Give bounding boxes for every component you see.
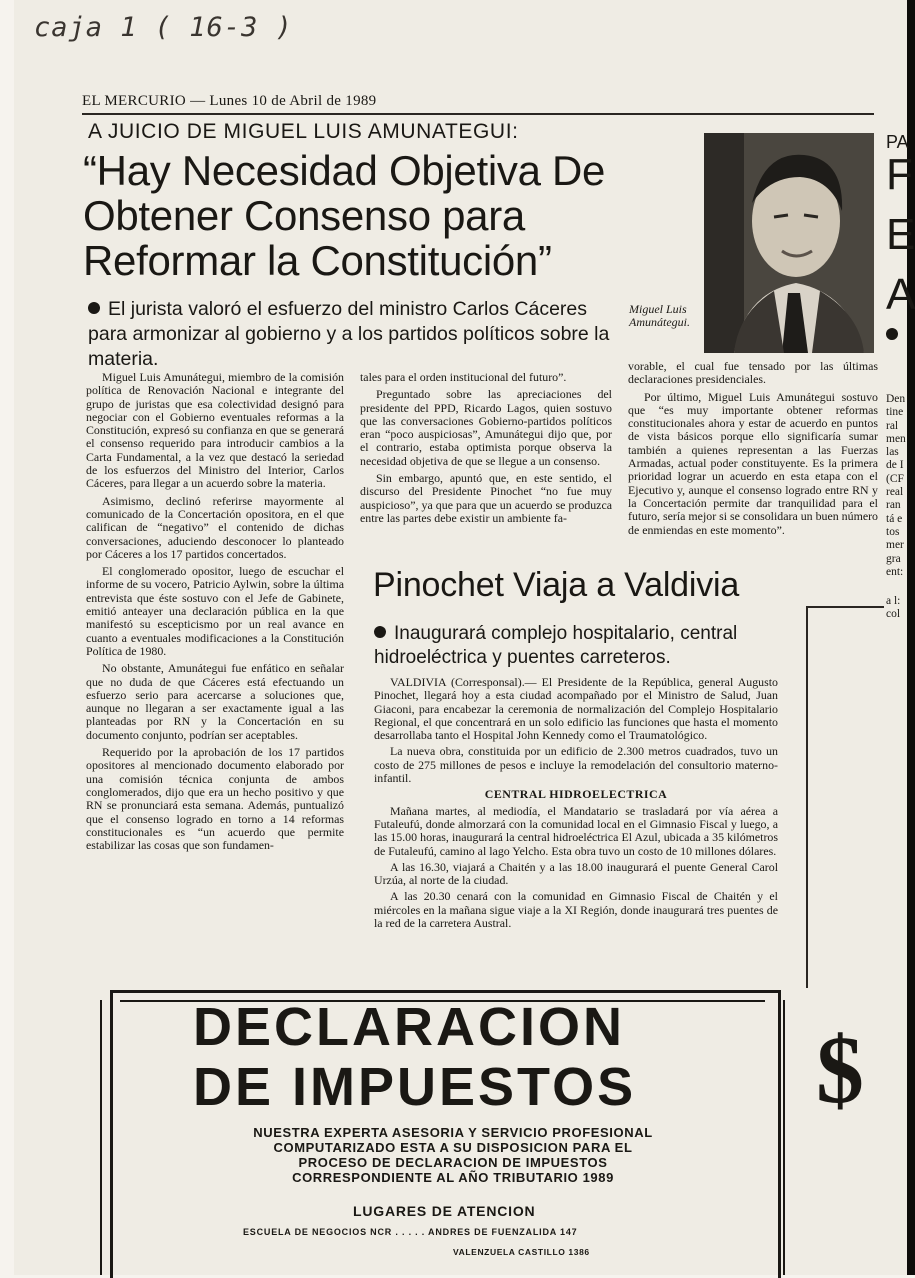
publication-date: — Lunes 10 de Abril de 1989 [190, 93, 377, 109]
adjacent-box-border [806, 606, 884, 988]
adjacent-headline-letter: A [886, 270, 915, 319]
paragraph: Asimismo, declinó referirse mayormente al comunicado de la Concertación opositora, en el que califican de “negativo” el contenido de dichas conversaciones, aduciendo desconocer lo planteado por Cáceres a los 17 partidos concertados. [86, 493, 344, 561]
adjacent-article-edge [884, 0, 915, 1275]
article-kicker: A JUICIO DE MIGUEL LUIS AMUNATEGUI: [88, 120, 519, 143]
ad-places-heading: LUGARES DE ATENCION [353, 1203, 536, 1219]
paragraph: vorable, el cual fue tensado por las últimas declaraciones presidenciales. [628, 359, 878, 387]
paragraph: tales para el orden institucional del futuro”. [360, 370, 567, 384]
adjacent-text-fragment: gra [886, 552, 901, 565]
bullet-icon [374, 626, 386, 638]
paragraph: Mañana martes, al mediodía, el Mandatario se trasladará por vía aérea a Futaleufú, donde almorzará con la comunidad local en el Gimnasio Fiscal y luego, a las 15.00 horas, inaugurará la central hidroeléctrica El Azul, ubicada a 35 kilómetros de Futaleufú, camino al lago Yelcho. Esta obra tuvo un costo de 10 millones dólares. [374, 803, 778, 858]
article-column-1 [86, 371, 344, 856]
adjacent-text-fragments [886, 393, 906, 622]
adjacent-text-fragment: ran [886, 499, 901, 512]
masthead-line [82, 93, 376, 110]
ad-frame-line [783, 1000, 785, 1275]
paragraph: VALDIVIA (Corresponsal).— El Presidente de la República, general Augusto Pinochet, llegará hoy a esta ciudad acompañado por el Ministro de Salud, Juan Giaconi, para encabezar la ceremonia de normalización del Complejo Hospitalario Regional, el que concentrará en un solo edificio las funciones que hasta el momento desarrollaba tanto el Hospital John Kennedy como el Traumatológico. [374, 675, 778, 743]
article-column-2 [360, 371, 612, 529]
ad-frame-line [100, 1000, 102, 1275]
paragraph: Por último, Miguel Luis Amunátegui sostuvo que “es muy importante obtener reformas constitucionales ahora y estar de acuerdo en puntos de vista básicos porque ello significaría sumar también a quienes representan a las Fuerzas Armadas, actual poder constituyente. Es la primera prioridad lograr un acuerdo en esta etapa con el Ejecutivo y, aunque el consenso logrado entre RN y la Concertación permite dar tranquilidad para el futuro, sería mejor si se consolidara un buen número de enmiendas en este momento”. [628, 389, 878, 537]
adjacent-headline-letter: F [886, 150, 913, 199]
paragraph: A las 20.30 cenará con la comunidad en Gimnasio Fiscal de Chaitén y el miércoles en la mañana sigue viaje a la XI Región, donde inaugurará tres puentes de la red de la carretera Austral. [374, 889, 778, 931]
paragraph: El conglomerado opositor, luego de escuchar el informe de su vocero, Patricio Aylwin, sobre la última entrevista que éste sostuvo con el Jefe de Gabinete, emitió anteayer una declaración pública en la que manifestó su escepticismo por un real avance en cuanto a eventuales modificaciones a la Constitución Política de 1980. [86, 564, 344, 658]
adjacent-text-fragment: de I [886, 459, 904, 472]
adjacent-text-fragment: men [886, 432, 906, 445]
adjacent-text-fragment: col [886, 608, 901, 621]
portrait-photo [704, 133, 874, 353]
deck-text: El jurista valoró el esfuerzo del ministro Carlos Cáceres para armonizar al gobierno y a los partidos políticos sobre la materia. [88, 298, 610, 370]
article-deck [88, 297, 613, 372]
adjacent-text-fragment: ral [886, 419, 899, 432]
ad-title-line: DE IMPUESTOS [193, 1057, 637, 1117]
adjacent-text-fragment: tos [886, 525, 900, 538]
ad-title [193, 997, 636, 1117]
adjacent-text-fragment: las [886, 446, 899, 459]
pinochet-headline: Pinochet Viaja a Valdivia [373, 566, 740, 604]
paragraph: Requerido por la aprobación de los 17 partidos opositores al mencionado documento elaborado por una comisión técnica conjunta de ambos conglomerados, dijo que era un hecho positivo y que RN se pronunciará esta semana. Además, puntualizó que el consenso logrado en torno a 14 reformas constitucionales es “un acuerdo que permite estabilizar las cosas que son fundamen- [86, 745, 344, 853]
adjacent-text-fragment: (CF [886, 472, 904, 485]
adjacent-text-fragment: tá e [886, 512, 903, 525]
ad-body-text: NUESTRA EXPERTA ASESORIA Y SERVICIO PROFESIONAL COMPUTARIZADO ESTA A SU DISPOSICION PARA EL PROCESO DE DECLARACION DE IMPUESTOS CORRESPONDIENTE AL AÑO TRIBUTARIO 1989 [253, 1125, 653, 1185]
article-headline: “Hay Necesidad Objetiva De Obtener Consenso para Reformar la Constitución” [83, 147, 606, 284]
paragraph: Sin embargo, apuntó que, en este sentido, el discurso del Presidente Pinochet “no fue muy auspicioso”, ya que para que un acuerdo se produzca entre las partes debe existir un ambiente fa- [360, 471, 612, 525]
adjacent-text-fragment: mer [886, 539, 904, 552]
adjacent-text-fragment: Den [886, 393, 906, 405]
dollar-sign-icon: $ [816, 1016, 864, 1123]
ad-title-line: DECLARACION [193, 997, 625, 1057]
paragraph: A las 16.30, viajará a Chaitén y a las 18.00 inaugurará el puente General Carol Urzúa, al norte de la ciudad. [374, 859, 778, 888]
paragraph: No obstante, Amunátegui fue enfático en señalar que no duda de que Cáceres está efectuando un esfuerzo serio para acercarse a soluciones que, aunque no llegaran a ser exactamente igual a las planteadas por RN y la Concertación en su documento conjunto, podrían ser aceptables. [86, 661, 344, 742]
adjacent-kicker: PA [886, 132, 909, 152]
ad-address: ESCUELA DE NEGOCIOS NCR . . . . . ANDRES DE FUENZALIDA 147 [243, 1227, 578, 1237]
tax-advertisement [110, 990, 781, 1278]
section-subhead: CENTRAL HIDROELECTRICA [484, 787, 668, 802]
paragraph: Miguel Luis Amunátegui, miembro de la comisión política de Renovación Nacional e integrante del grupo de juristas que esa colectividad designó para negociar con el Gobierno eventuales reformas a la Constitución, expresó su confianza en que se generará el consenso requerido para introducir cambios a la Carta Fundamental, a la vez que destacó la seriedad de los esfuerzos del Ministro del Interior, Carlos Cáceres, para llegar a un acuerdo sobre la materia. [86, 370, 344, 491]
paragraph: Preguntado sobre las apreciaciones del presidente del PPD, Ricardo Lagos, quien sostuvo que las conversaciones Gobierno-partidos políticos eran “poco auspiciosas”, Amunátegui dijo que, por el contrario, estaba optimista porque observa la necesidad objetiva de que se llegue a un consenso. [360, 387, 612, 468]
adjacent-text-fragment: real [886, 486, 904, 499]
publication-name: EL MERCURIO [82, 93, 186, 109]
adjacent-text-fragment: a l: [886, 595, 901, 608]
photo-caption: Miguel Luis Amunátegui. [629, 302, 690, 329]
portrait-icon [704, 133, 874, 353]
bullet-icon [88, 302, 100, 314]
pinochet-deck [374, 622, 774, 670]
handwritten-archive-note: caja 1 ( 16-3 ) [34, 12, 293, 43]
bullet-icon [886, 328, 898, 340]
adjacent-text-fragment: tine [886, 406, 904, 419]
paragraph: La nueva obra, constituida por un edificio de 2.300 metros cuadrados, tuvo un costo de 275 millones de pesos e incluye la remodelación del consultorio materno-infantil. [374, 744, 778, 786]
deck-text: Inaugurará complejo hospitalario, central hidroeléctrica y puentes carreteros. [374, 623, 738, 668]
pinochet-body [374, 676, 778, 933]
adjacent-headline-letter: E [886, 210, 915, 259]
adjacent-text-fragment: ent: [886, 565, 904, 578]
article-column-3 [628, 360, 878, 541]
ad-address: VALENZUELA CASTILLO 1386 [453, 1247, 590, 1257]
header-rule [82, 113, 874, 115]
